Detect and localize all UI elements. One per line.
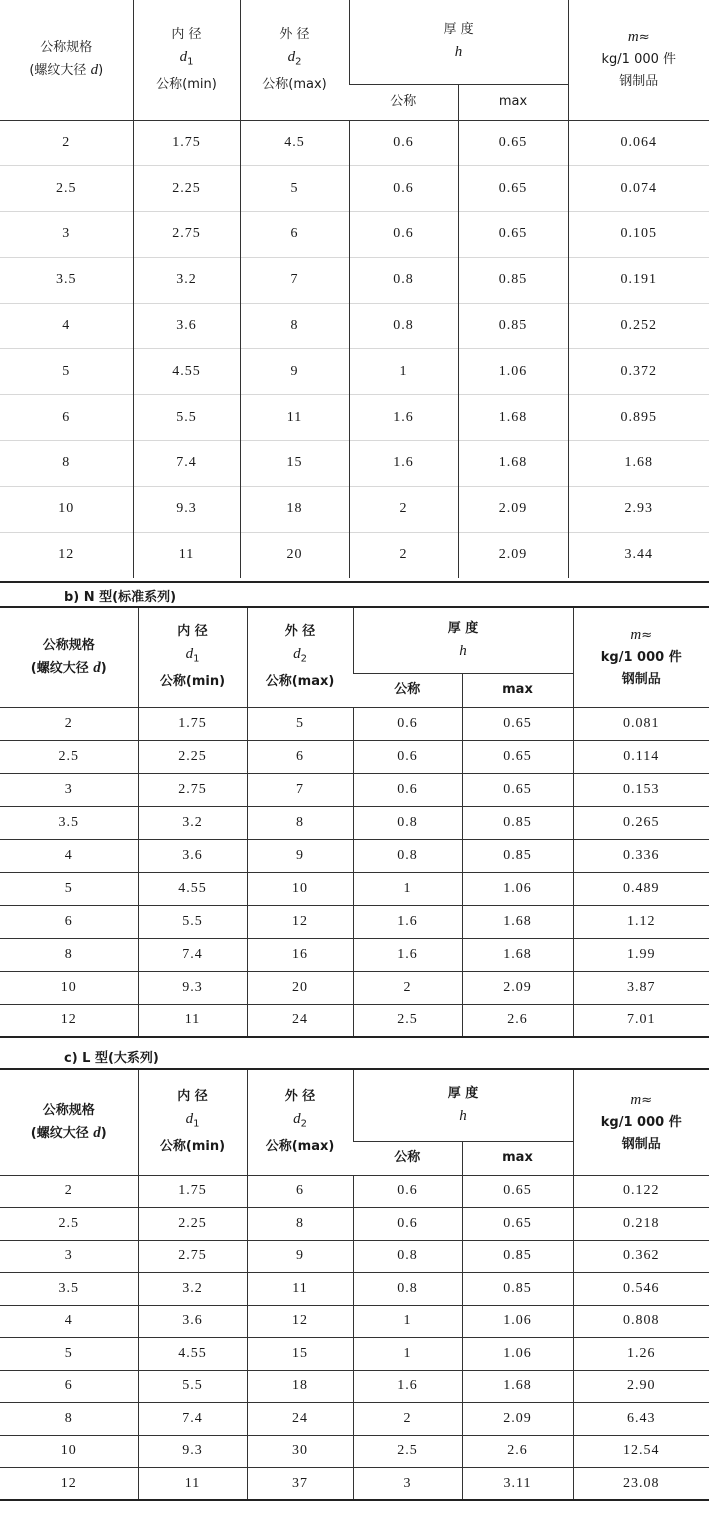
cell-thickness-nominal: 1 bbox=[353, 872, 462, 905]
table-b-section bbox=[0, 581, 709, 583]
cell-thickness-max: 2.09 bbox=[458, 486, 568, 532]
cell-inner-diameter: 11 bbox=[138, 1468, 247, 1501]
cell-thickness-nominal: 1.6 bbox=[349, 441, 458, 487]
cell-mass: 0.191 bbox=[568, 257, 709, 303]
cell-spec: 10 bbox=[60, 1443, 77, 1459]
cell-thickness-max: 1.68 bbox=[458, 441, 568, 487]
cell-outer-diameter: 16 bbox=[247, 938, 353, 971]
header-mass: m≈ kg/1 000 件 钢制品 bbox=[573, 607, 709, 707]
cell-thickness-max: 0.65 bbox=[462, 740, 573, 773]
cell-outer-diameter: 8 bbox=[240, 303, 349, 349]
table-a bbox=[0, 0, 709, 578]
cell-inner-diameter: 5.5 bbox=[133, 395, 240, 441]
header-inner-diameter: 内 径 $d_1$ 公称(min) bbox=[138, 1069, 247, 1175]
cell-outer-diameter: 9 bbox=[240, 349, 349, 395]
cell-thickness-nominal: 2 bbox=[349, 486, 458, 532]
cell-outer-diameter: 6 bbox=[240, 212, 349, 258]
cell-thickness-max: 1.06 bbox=[458, 349, 568, 395]
section-b-caption: b) N 型(标准系列) bbox=[64, 590, 177, 605]
cell-thickness-nominal: 0.8 bbox=[353, 1240, 462, 1273]
cell-thickness-nominal: 0.6 bbox=[349, 166, 458, 212]
cell-inner-diameter: 1.75 bbox=[138, 1175, 247, 1208]
cell-spec: 4 bbox=[62, 318, 71, 334]
cell-inner-diameter: 9.3 bbox=[138, 971, 247, 1004]
cell-mass: 0.372 bbox=[568, 349, 709, 395]
cell-mass: 0.336 bbox=[573, 839, 709, 872]
table-row bbox=[0, 257, 709, 303]
cell-spec: 8 bbox=[64, 1410, 73, 1426]
cell-outer-diameter: 24 bbox=[247, 1403, 353, 1436]
table-row bbox=[0, 1004, 709, 1037]
table-row bbox=[0, 872, 709, 905]
cell-mass: 0.218 bbox=[573, 1208, 709, 1241]
cell-spec: 2.5 bbox=[58, 1215, 79, 1231]
table-row bbox=[0, 212, 709, 258]
table-b-body bbox=[0, 707, 709, 1037]
cell-mass: 23.08 bbox=[573, 1468, 709, 1501]
header-outer-diameter: 外 径 $d_2$ 公称(max) bbox=[247, 607, 353, 707]
table-row bbox=[0, 1208, 709, 1241]
cell-inner-diameter: 1.75 bbox=[138, 707, 247, 740]
cell-outer-diameter: 5 bbox=[247, 707, 353, 740]
cell-spec: 3.5 bbox=[58, 814, 79, 830]
header-thickness: 厚 度 h bbox=[353, 607, 573, 673]
cell-thickness-max: 1.06 bbox=[462, 1338, 573, 1371]
cell-thickness-nominal: 1.6 bbox=[353, 905, 462, 938]
header-inner-diameter: 内 径 $d_1$ 公称(min) bbox=[133, 0, 240, 120]
cell-inner-diameter: 7.4 bbox=[138, 1403, 247, 1436]
table-b bbox=[0, 606, 709, 1038]
cell-spec: 3 bbox=[62, 226, 71, 242]
cell-mass: 1.99 bbox=[573, 938, 709, 971]
cell-thickness-max: 1.68 bbox=[462, 938, 573, 971]
cell-spec: 2 bbox=[64, 715, 73, 731]
cell-thickness-max: 2.09 bbox=[462, 971, 573, 1004]
table-row bbox=[0, 166, 709, 212]
table-row bbox=[0, 441, 709, 487]
cell-inner-diameter: 3.2 bbox=[138, 1273, 247, 1306]
cell-spec: 3.5 bbox=[56, 272, 77, 288]
cell-outer-diameter: 37 bbox=[247, 1468, 353, 1501]
cell-thickness-nominal: 1 bbox=[349, 349, 458, 395]
cell-mass: 2.90 bbox=[573, 1370, 709, 1403]
table-row bbox=[0, 1305, 709, 1338]
cell-mass: 0.895 bbox=[568, 395, 709, 441]
header-thickness-max: max bbox=[462, 1141, 573, 1175]
cell-outer-diameter: 12 bbox=[247, 905, 353, 938]
table-row bbox=[0, 532, 709, 578]
cell-spec: 10 bbox=[58, 501, 75, 517]
cell-outer-diameter: 8 bbox=[247, 806, 353, 839]
table-row bbox=[0, 1338, 709, 1371]
cell-inner-diameter: 5.5 bbox=[138, 1370, 247, 1403]
cell-thickness-max: 0.65 bbox=[458, 120, 568, 166]
cell-thickness-nominal: 0.6 bbox=[353, 1175, 462, 1208]
cell-thickness-max: 0.85 bbox=[462, 806, 573, 839]
cell-thickness-nominal: 0.6 bbox=[353, 707, 462, 740]
cell-thickness-max: 0.85 bbox=[462, 1273, 573, 1306]
cell-inner-diameter: 9.3 bbox=[138, 1435, 247, 1468]
cell-thickness-max: 0.65 bbox=[462, 1175, 573, 1208]
cell-mass: 0.546 bbox=[573, 1273, 709, 1306]
cell-mass: 0.489 bbox=[573, 872, 709, 905]
header-inner-diameter: 内 径 $d_1$ 公称(min) bbox=[138, 607, 247, 707]
cell-thickness-max: 1.06 bbox=[462, 872, 573, 905]
cell-thickness-nominal: 0.8 bbox=[353, 1273, 462, 1306]
cell-thickness-max: 2.6 bbox=[462, 1004, 573, 1037]
table-row bbox=[0, 740, 709, 773]
table-row bbox=[0, 1273, 709, 1306]
table-c bbox=[0, 1068, 709, 1501]
cell-mass: 0.081 bbox=[573, 707, 709, 740]
cell-inner-diameter: 2.25 bbox=[138, 1208, 247, 1241]
cell-mass: 0.122 bbox=[573, 1175, 709, 1208]
header-thickness-nominal: 公称 bbox=[353, 1141, 462, 1175]
cell-outer-diameter: 6 bbox=[247, 740, 353, 773]
cell-inner-diameter: 3.6 bbox=[133, 303, 240, 349]
header-thickness: 厚 度 h bbox=[353, 1069, 573, 1141]
cell-thickness-nominal: 0.6 bbox=[349, 120, 458, 166]
table-row bbox=[0, 938, 709, 971]
cell-thickness-max: 0.85 bbox=[458, 257, 568, 303]
header-spec: 公称规格 (螺纹大径 d) bbox=[0, 607, 138, 707]
cell-thickness-nominal: 0.6 bbox=[349, 212, 458, 258]
cell-spec: 3 bbox=[64, 1248, 73, 1264]
cell-mass: 1.26 bbox=[573, 1338, 709, 1371]
cell-spec: 5 bbox=[64, 880, 73, 896]
table-b-wrap bbox=[0, 606, 709, 1038]
cell-inner-diameter: 7.4 bbox=[133, 441, 240, 487]
header-thickness-nominal: 公称 bbox=[349, 84, 458, 120]
cell-mass: 1.12 bbox=[573, 905, 709, 938]
header-spec: 公称规格 (螺纹大径 d) bbox=[0, 0, 133, 120]
cell-inner-diameter: 4.55 bbox=[133, 349, 240, 395]
cell-mass: 0.153 bbox=[573, 773, 709, 806]
cell-thickness-nominal: 0.8 bbox=[353, 806, 462, 839]
cell-inner-diameter: 7.4 bbox=[138, 938, 247, 971]
cell-thickness-nominal: 3 bbox=[353, 1468, 462, 1501]
cell-thickness-max: 2.6 bbox=[462, 1435, 573, 1468]
cell-outer-diameter: 11 bbox=[247, 1273, 353, 1306]
header-mass: m≈ kg/1 000 件 钢制品 bbox=[568, 0, 709, 120]
cell-inner-diameter: 9.3 bbox=[133, 486, 240, 532]
cell-thickness-max: 0.85 bbox=[462, 839, 573, 872]
cell-inner-diameter: 5.5 bbox=[138, 905, 247, 938]
cell-spec: 2.5 bbox=[58, 748, 79, 764]
cell-thickness-nominal: 0.8 bbox=[349, 303, 458, 349]
cell-spec: 2 bbox=[64, 1183, 73, 1199]
cell-inner-diameter: 11 bbox=[138, 1004, 247, 1037]
cell-outer-diameter: 8 bbox=[247, 1208, 353, 1241]
cell-mass: 0.064 bbox=[568, 120, 709, 166]
cell-spec: 2.5 bbox=[56, 180, 77, 196]
table-row bbox=[0, 1175, 709, 1208]
cell-outer-diameter: 9 bbox=[247, 839, 353, 872]
cell-mass: 0.362 bbox=[573, 1240, 709, 1273]
table-row bbox=[0, 395, 709, 441]
table-row bbox=[0, 839, 709, 872]
cell-thickness-max: 1.68 bbox=[462, 905, 573, 938]
table-row bbox=[0, 806, 709, 839]
cell-inner-diameter: 4.55 bbox=[138, 872, 247, 905]
cell-thickness-nominal: 2 bbox=[353, 1403, 462, 1436]
cell-spec: 8 bbox=[62, 455, 71, 471]
cell-outer-diameter: 7 bbox=[247, 773, 353, 806]
table-a-body bbox=[0, 120, 709, 578]
cell-outer-diameter: 6 bbox=[247, 1175, 353, 1208]
section-c-caption: c) L 型(大系列) bbox=[64, 1051, 159, 1066]
cell-spec: 8 bbox=[64, 946, 73, 962]
cell-mass: 0.105 bbox=[568, 212, 709, 258]
header-spec: 公称规格 (螺纹大径 d) bbox=[0, 1069, 138, 1175]
cell-thickness-max: 0.65 bbox=[458, 212, 568, 258]
cell-inner-diameter: 2.75 bbox=[138, 773, 247, 806]
cell-inner-diameter: 3.6 bbox=[138, 839, 247, 872]
cell-spec: 2 bbox=[62, 134, 71, 150]
cell-spec: 12 bbox=[58, 547, 75, 563]
cell-thickness-nominal: 2.5 bbox=[353, 1004, 462, 1037]
cell-thickness-max: 2.09 bbox=[458, 532, 568, 578]
header-thickness-max: max bbox=[458, 84, 568, 120]
cell-outer-diameter: 15 bbox=[247, 1338, 353, 1371]
table-row bbox=[0, 707, 709, 740]
cell-outer-diameter: 20 bbox=[240, 532, 349, 578]
cell-thickness-nominal: 1.6 bbox=[349, 395, 458, 441]
cell-mass: 7.01 bbox=[573, 1004, 709, 1037]
table-row bbox=[0, 773, 709, 806]
cell-thickness-max: 3.11 bbox=[462, 1468, 573, 1501]
cell-thickness-max: 0.65 bbox=[462, 707, 573, 740]
cell-mass: 0.114 bbox=[573, 740, 709, 773]
table-row bbox=[0, 486, 709, 532]
cell-outer-diameter: 11 bbox=[240, 395, 349, 441]
cell-thickness-max: 1.68 bbox=[458, 395, 568, 441]
cell-thickness-nominal: 2 bbox=[349, 532, 458, 578]
cell-outer-diameter: 18 bbox=[247, 1370, 353, 1403]
cell-spec: 3.5 bbox=[58, 1280, 79, 1296]
cell-thickness-max: 0.85 bbox=[462, 1240, 573, 1273]
cell-inner-diameter: 2.25 bbox=[133, 166, 240, 212]
cell-outer-diameter: 30 bbox=[247, 1435, 353, 1468]
cell-outer-diameter: 4.5 bbox=[240, 120, 349, 166]
table-row bbox=[0, 1403, 709, 1436]
table-row bbox=[0, 120, 709, 166]
cell-spec: 5 bbox=[64, 1345, 73, 1361]
table-row bbox=[0, 1370, 709, 1403]
header-thickness: 厚 度 h bbox=[349, 0, 568, 84]
cell-inner-diameter: 2.75 bbox=[133, 212, 240, 258]
table-row bbox=[0, 303, 709, 349]
cell-inner-diameter: 1.75 bbox=[133, 120, 240, 166]
cell-outer-diameter: 10 bbox=[247, 872, 353, 905]
cell-outer-diameter: 12 bbox=[247, 1305, 353, 1338]
cell-spec: 6 bbox=[64, 913, 73, 929]
table-row bbox=[0, 1240, 709, 1273]
header-thickness-max: max bbox=[462, 673, 573, 707]
table-a-section bbox=[0, 0, 709, 578]
cell-thickness-nominal: 1 bbox=[353, 1305, 462, 1338]
table-c-body bbox=[0, 1175, 709, 1500]
cell-spec: 6 bbox=[64, 1378, 73, 1394]
cell-mass: 3.44 bbox=[568, 532, 709, 578]
cell-mass: 12.54 bbox=[573, 1435, 709, 1468]
cell-mass: 0.808 bbox=[573, 1305, 709, 1338]
cell-thickness-nominal: 0.6 bbox=[353, 740, 462, 773]
cell-inner-diameter: 11 bbox=[133, 532, 240, 578]
cell-spec: 6 bbox=[62, 409, 71, 425]
cell-mass: 2.93 bbox=[568, 486, 709, 532]
header-mass: m≈ kg/1 000 件 钢制品 bbox=[573, 1069, 709, 1175]
cell-thickness-nominal: 2 bbox=[353, 971, 462, 1004]
cell-thickness-nominal: 1 bbox=[353, 1338, 462, 1371]
cell-inner-diameter: 4.55 bbox=[138, 1338, 247, 1371]
cell-inner-diameter: 3.6 bbox=[138, 1305, 247, 1338]
table-c-wrap bbox=[0, 1068, 709, 1501]
table-row bbox=[0, 349, 709, 395]
cell-spec: 12 bbox=[60, 1475, 77, 1491]
cell-thickness-max: 0.65 bbox=[458, 166, 568, 212]
cell-spec: 3 bbox=[64, 781, 73, 797]
cell-mass: 6.43 bbox=[573, 1403, 709, 1436]
cell-outer-diameter: 15 bbox=[240, 441, 349, 487]
cell-mass: 0.074 bbox=[568, 166, 709, 212]
cell-inner-diameter: 3.2 bbox=[133, 257, 240, 303]
cell-inner-diameter: 2.75 bbox=[138, 1240, 247, 1273]
cell-spec: 4 bbox=[64, 847, 73, 863]
cell-thickness-nominal: 0.8 bbox=[349, 257, 458, 303]
cell-inner-diameter: 3.2 bbox=[138, 806, 247, 839]
cell-thickness-nominal: 1.6 bbox=[353, 938, 462, 971]
cell-thickness-max: 0.65 bbox=[462, 1208, 573, 1241]
cell-mass: 1.68 bbox=[568, 441, 709, 487]
cell-mass: 3.87 bbox=[573, 971, 709, 1004]
cell-outer-diameter: 7 bbox=[240, 257, 349, 303]
cell-thickness-max: 0.85 bbox=[458, 303, 568, 349]
cell-outer-diameter: 5 bbox=[240, 166, 349, 212]
cell-spec: 5 bbox=[62, 363, 71, 379]
cell-thickness-max: 1.68 bbox=[462, 1370, 573, 1403]
table-row bbox=[0, 971, 709, 1004]
cell-spec: 12 bbox=[60, 1012, 77, 1028]
cell-outer-diameter: 24 bbox=[247, 1004, 353, 1037]
header-outer-diameter: 外 径 $d_2$ 公称(max) bbox=[247, 1069, 353, 1175]
table-row bbox=[0, 1435, 709, 1468]
table-row bbox=[0, 1468, 709, 1501]
cell-thickness-max: 1.06 bbox=[462, 1305, 573, 1338]
cell-outer-diameter: 18 bbox=[240, 486, 349, 532]
cell-thickness-max: 2.09 bbox=[462, 1403, 573, 1436]
cell-outer-diameter: 9 bbox=[247, 1240, 353, 1273]
table-row bbox=[0, 905, 709, 938]
cell-thickness-nominal: 1.6 bbox=[353, 1370, 462, 1403]
cell-mass: 0.265 bbox=[573, 806, 709, 839]
cell-thickness-nominal: 2.5 bbox=[353, 1435, 462, 1468]
cell-outer-diameter: 20 bbox=[247, 971, 353, 1004]
cell-mass: 0.252 bbox=[568, 303, 709, 349]
cell-inner-diameter: 2.25 bbox=[138, 740, 247, 773]
cell-spec: 4 bbox=[64, 1313, 73, 1329]
cell-thickness-nominal: 0.6 bbox=[353, 1208, 462, 1241]
cell-spec: 10 bbox=[60, 979, 77, 995]
cell-thickness-nominal: 0.8 bbox=[353, 839, 462, 872]
header-thickness-nominal: 公称 bbox=[353, 673, 462, 707]
header-outer-diameter: 外 径 $d_2$ 公称(max) bbox=[240, 0, 349, 120]
cell-thickness-max: 0.65 bbox=[462, 773, 573, 806]
cell-thickness-nominal: 0.6 bbox=[353, 773, 462, 806]
